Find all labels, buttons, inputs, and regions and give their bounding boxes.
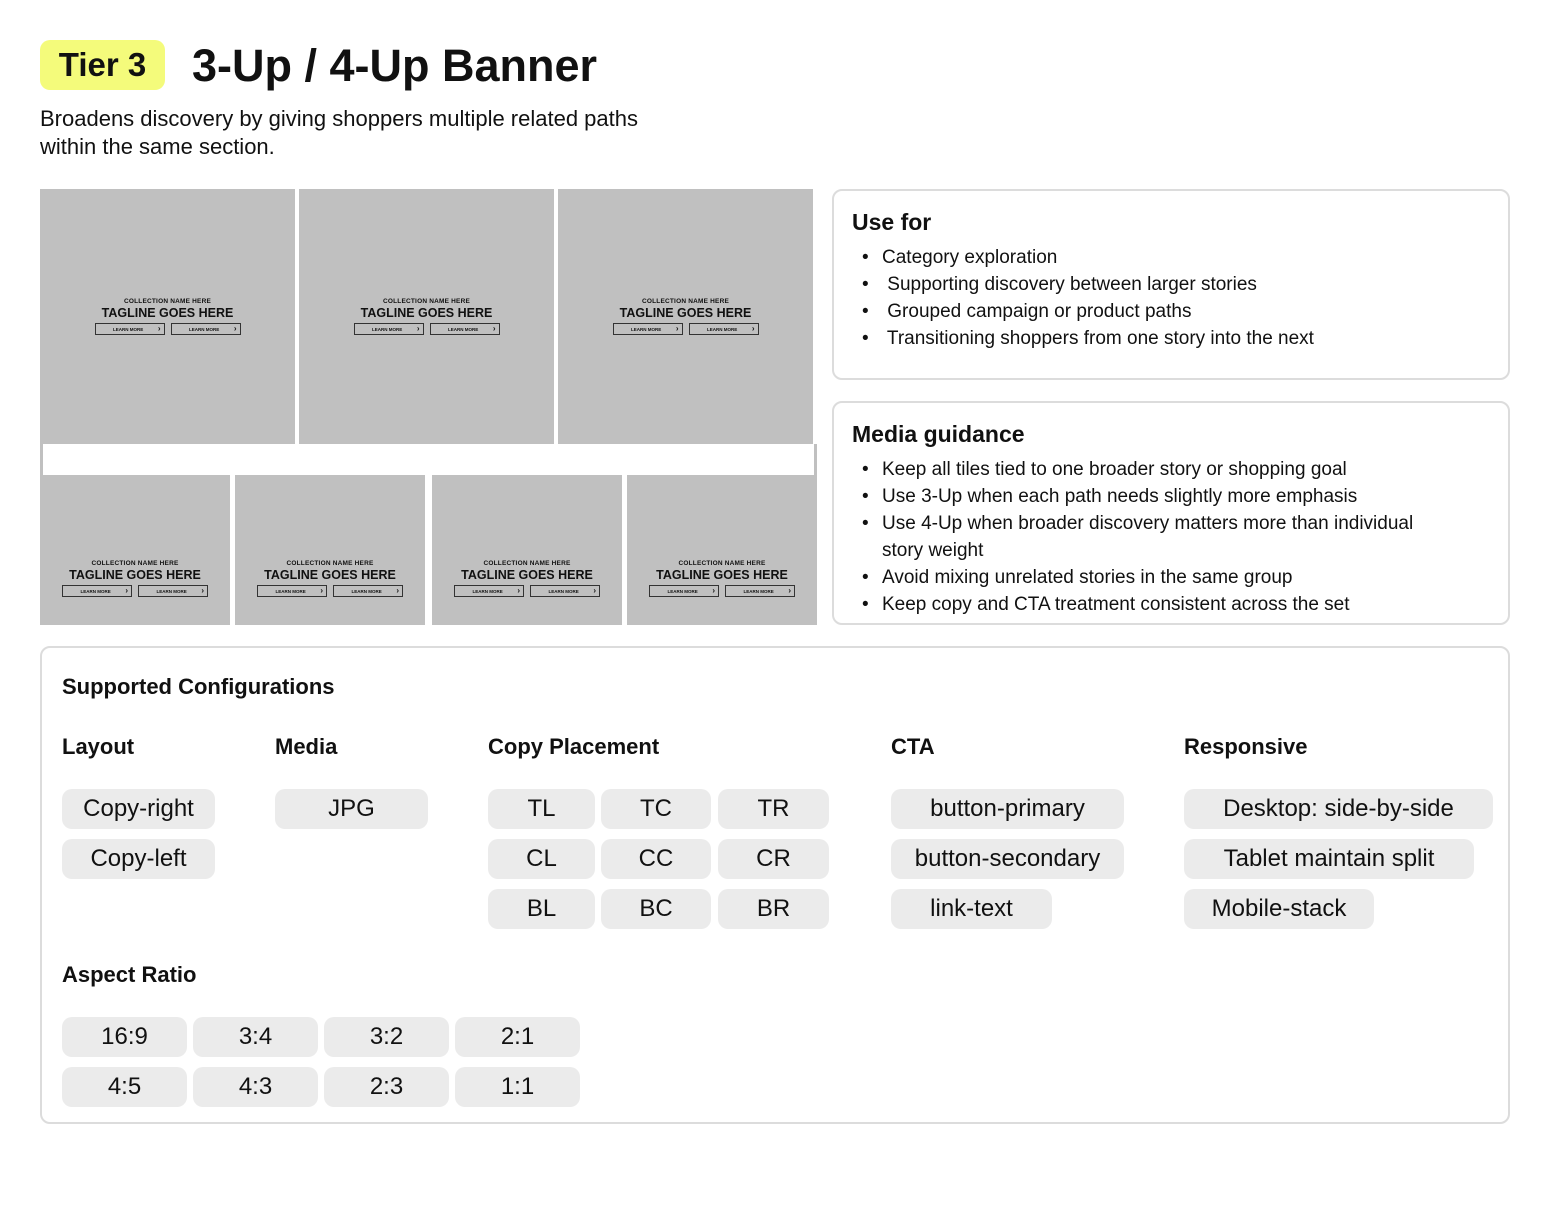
- chevron-right-icon: ›: [201, 586, 204, 595]
- tile-cta-group: [454, 585, 600, 597]
- media-guidance-card: [832, 401, 1510, 625]
- banner-tile: [235, 475, 425, 625]
- learn-more-label: LEARN MORE: [631, 326, 662, 332]
- tile-cta-group: [257, 585, 403, 597]
- tile-tagline: TAGLINE GOES HERE: [264, 568, 396, 582]
- list-item: • Supporting discovery between larger stories: [852, 271, 1490, 298]
- chevron-right-icon: ›: [416, 324, 420, 333]
- list-item: • Category exploration: [852, 244, 1490, 271]
- tile-collection-name: COLLECTION NAME HERE: [483, 560, 571, 567]
- chevron-right-icon: ›: [675, 324, 679, 333]
- cta-option: button-primary: [891, 789, 1124, 829]
- cta-option: link-text: [891, 889, 1052, 929]
- copy-placement-option: CC: [601, 839, 711, 879]
- banner-tile: [432, 475, 622, 625]
- copy-placement-option: BL: [488, 889, 595, 929]
- tile-cta-group: [62, 585, 208, 597]
- cta-heading: CTA: [891, 734, 935, 759]
- responsive-option: Desktop: side-by-side: [1184, 789, 1493, 829]
- chevron-right-icon: ›: [593, 586, 596, 595]
- use-for-list: [852, 244, 1490, 352]
- copy-placement-option: BR: [718, 889, 829, 929]
- learn-more-button[interactable]: [725, 585, 795, 597]
- tile-tagline: TAGLINE GOES HERE: [461, 568, 593, 582]
- copy-placement-option: TL: [488, 789, 595, 829]
- copy-placement-heading: Copy Placement: [488, 734, 660, 759]
- copy-placement-option: CR: [718, 839, 829, 879]
- list-item: • Keep all tiles tied to one broader story or shopping goal: [852, 456, 1490, 483]
- media-heading: Media: [275, 734, 338, 759]
- learn-more-button[interactable]: [138, 585, 208, 597]
- chevron-right-icon: ›: [492, 324, 496, 333]
- use-for-title: Use for: [852, 209, 932, 235]
- aspect-ratio-option: 4:5: [62, 1067, 187, 1107]
- responsive-heading: Responsive: [1184, 734, 1308, 759]
- learn-more-label: LEARN MORE: [156, 588, 187, 594]
- learn-more-label: LEARN MORE: [351, 588, 382, 594]
- tile-collection-name: COLLECTION NAME HERE: [91, 560, 179, 567]
- learn-more-button[interactable]: [613, 323, 683, 335]
- chevron-right-icon: ›: [396, 586, 399, 595]
- learn-more-label: LEARN MORE: [472, 588, 503, 594]
- learn-more-label: LEARN MORE: [80, 588, 111, 594]
- list-item: • Transitioning shoppers from one story into the next: [852, 325, 1490, 352]
- tile-collection-name: COLLECTION NAME HERE: [678, 560, 766, 567]
- copy-placement-option: BC: [601, 889, 711, 929]
- learn-more-button[interactable]: [333, 585, 403, 597]
- page-title: 3-Up / 4-Up Banner: [192, 40, 598, 91]
- list-item: • Grouped campaign or product paths: [852, 298, 1490, 325]
- tile-cta-group: [354, 323, 500, 335]
- tile-collection-name: COLLECTION NAME HERE: [382, 298, 471, 305]
- chevron-right-icon: ›: [751, 324, 755, 333]
- learn-more-button[interactable]: [689, 323, 759, 335]
- tile-tagline: TAGLINE GOES HERE: [101, 306, 234, 320]
- learn-more-label: LEARN MORE: [707, 326, 738, 332]
- list-item: • Avoid mixing unrelated stories in the same group: [852, 564, 1490, 591]
- layout-heading: Layout: [62, 734, 135, 759]
- chevron-right-icon: ›: [320, 586, 323, 595]
- aspect-ratio-option: 3:2: [324, 1017, 449, 1057]
- learn-more-label: LEARN MORE: [189, 326, 220, 332]
- copy-placement-option: TC: [601, 789, 711, 829]
- section-title: Supported Configurations: [62, 674, 335, 699]
- learn-more-button[interactable]: [171, 323, 241, 335]
- tile-tagline: TAGLINE GOES HERE: [360, 306, 493, 320]
- tile-cta-group: [649, 585, 795, 597]
- responsive-option: Tablet maintain split: [1184, 839, 1474, 879]
- learn-more-button[interactable]: [430, 323, 500, 335]
- learn-more-button[interactable]: [354, 323, 424, 335]
- banner-tile: [627, 475, 817, 625]
- learn-more-button[interactable]: [62, 585, 132, 597]
- learn-more-label: LEARN MORE: [667, 588, 698, 594]
- banner-tile: [40, 475, 230, 625]
- learn-more-label: LEARN MORE: [448, 326, 479, 332]
- subtitle-line: Broadens discovery by giving shoppers multiple related paths: [40, 106, 638, 131]
- learn-more-button[interactable]: [454, 585, 524, 597]
- aspect-ratio-option: 3:4: [193, 1017, 318, 1057]
- tile-cta-group: [95, 323, 241, 335]
- supported-configurations-card: [40, 646, 1510, 1124]
- learn-more-label: LEARN MORE: [113, 326, 144, 332]
- tile-collection-name: COLLECTION NAME HERE: [641, 298, 730, 305]
- responsive-option: Mobile-stack: [1184, 889, 1374, 929]
- use-for-card: [832, 189, 1510, 380]
- tier-badge: Tier 3: [40, 40, 165, 90]
- tile-collection-name: COLLECTION NAME HERE: [123, 298, 212, 305]
- layout-option: Copy-right: [62, 789, 215, 829]
- aspect-ratio-heading: Aspect Ratio: [62, 962, 197, 987]
- subtitle-line: within the same section.: [40, 134, 275, 159]
- aspect-ratio-option: 2:3: [324, 1067, 449, 1107]
- tile-tagline: TAGLINE GOES HERE: [656, 568, 788, 582]
- aspect-ratio-option: 1:1: [455, 1067, 580, 1107]
- media-guidance-list: [852, 456, 1490, 618]
- learn-more-button[interactable]: [257, 585, 327, 597]
- aspect-ratio-option: 4:3: [193, 1067, 318, 1107]
- tile-tagline: TAGLINE GOES HERE: [69, 568, 201, 582]
- chevron-right-icon: ›: [125, 586, 128, 595]
- chevron-right-icon: ›: [712, 586, 715, 595]
- chevron-right-icon: ›: [157, 324, 161, 333]
- media-guidance-title: Media guidance: [852, 421, 1025, 447]
- copy-placement-option: CL: [488, 839, 595, 879]
- list-item-line: • Use 4-Up when broader discovery matters more than individual: [882, 513, 1414, 534]
- learn-more-label: LEARN MORE: [372, 326, 403, 332]
- learn-more-label: LEARN MORE: [743, 588, 774, 594]
- list-item: • Keep copy and CTA treatment consistent across the set: [852, 591, 1490, 618]
- media-option: JPG: [275, 789, 428, 829]
- learn-more-button[interactable]: [649, 585, 719, 597]
- list-item-line: story weight: [882, 540, 984, 561]
- preview-divider: [40, 444, 817, 476]
- banner-tile: [558, 189, 813, 444]
- tile-tagline: TAGLINE GOES HERE: [619, 306, 752, 320]
- aspect-ratio-option: 16:9: [62, 1017, 187, 1057]
- chevron-right-icon: ›: [788, 586, 791, 595]
- banner-preview: [40, 189, 817, 626]
- list-item: [852, 510, 1490, 564]
- copy-placement-option: TR: [718, 789, 829, 829]
- learn-more-label: LEARN MORE: [275, 588, 306, 594]
- chevron-right-icon: ›: [517, 586, 520, 595]
- chevron-right-icon: ›: [233, 324, 237, 333]
- banner-tile: [299, 189, 554, 444]
- learn-more-button[interactable]: [530, 585, 600, 597]
- learn-more-label: LEARN MORE: [548, 588, 579, 594]
- page-subtitle: [40, 105, 740, 161]
- list-item: • Use 3-Up when each path needs slightly more emphasis: [852, 483, 1490, 510]
- tile-cta-group: [613, 323, 759, 335]
- layout-option: Copy-left: [62, 839, 215, 879]
- learn-more-button[interactable]: [95, 323, 165, 335]
- aspect-ratio-option: 2:1: [455, 1017, 580, 1057]
- tile-collection-name: COLLECTION NAME HERE: [286, 560, 374, 567]
- cta-option: button-secondary: [891, 839, 1124, 879]
- banner-tile: [40, 189, 295, 444]
